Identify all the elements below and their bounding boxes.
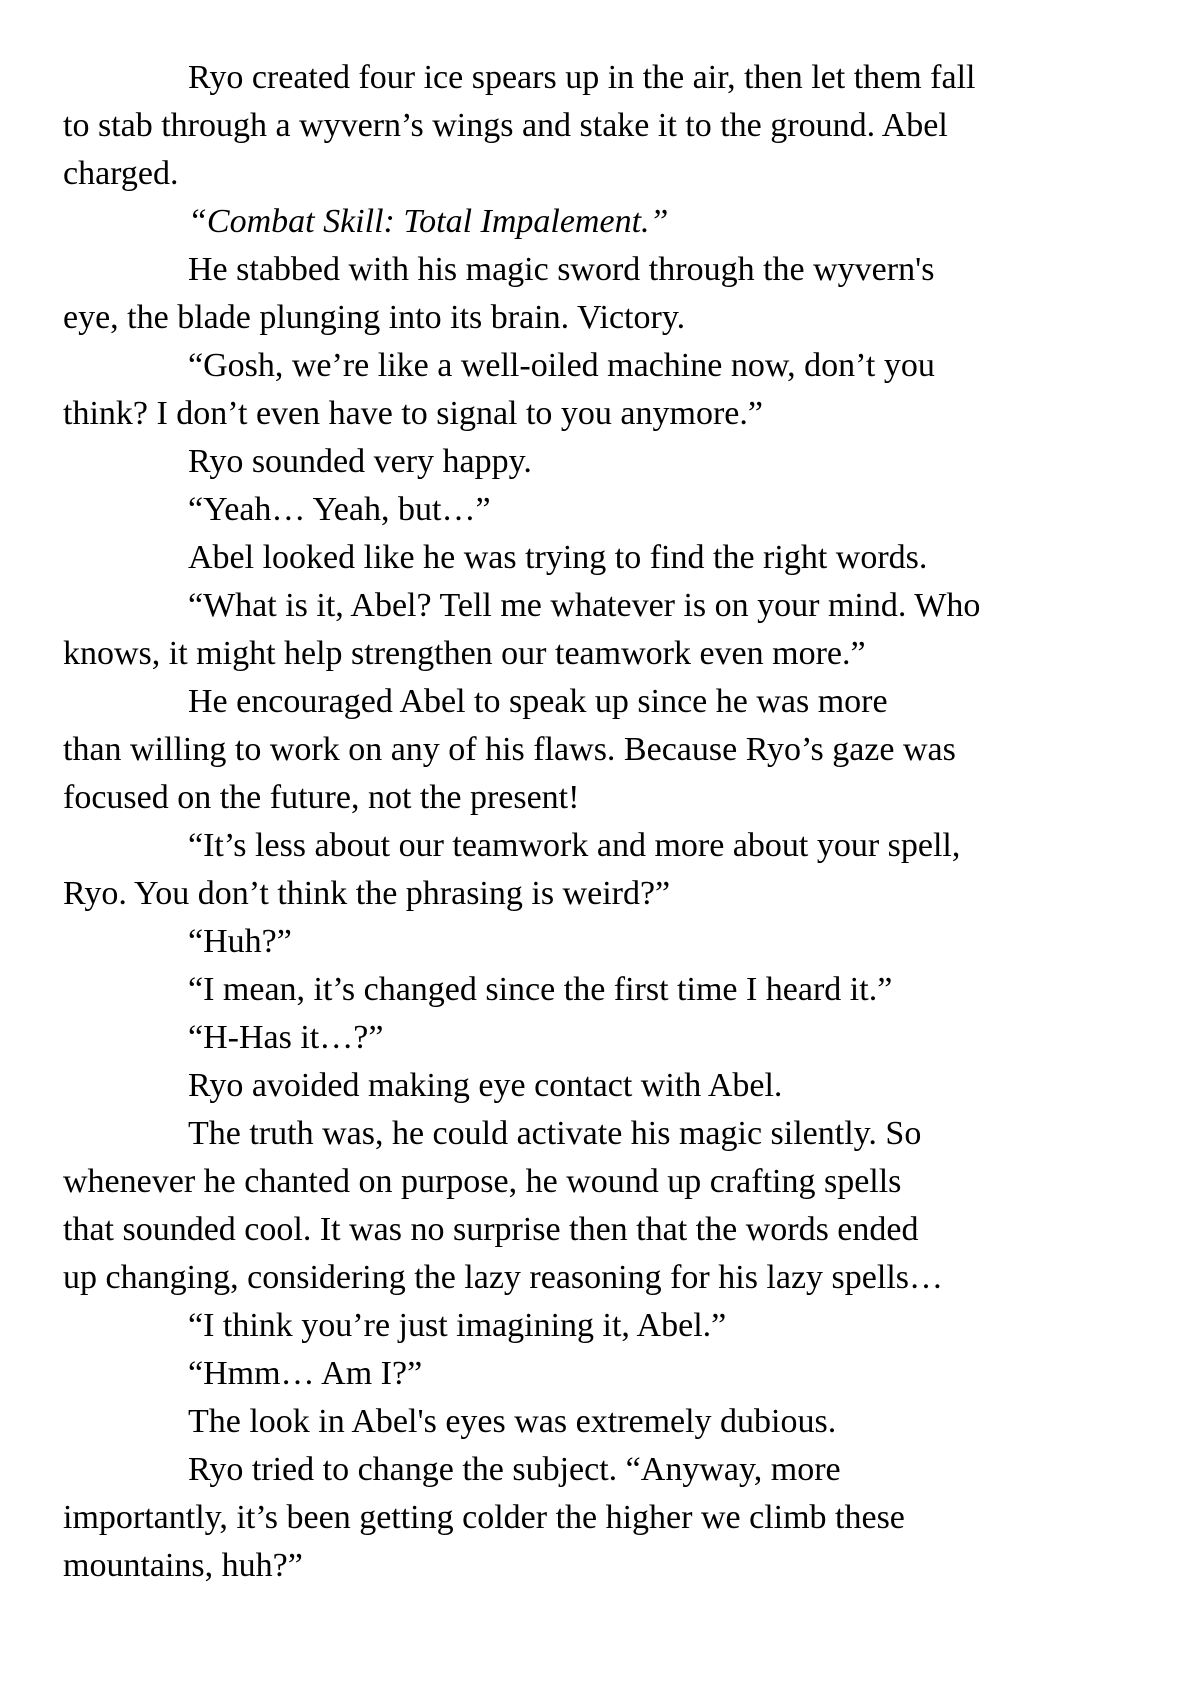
text-line: Ryo avoided making eye contact with Abel.	[188, 1067, 783, 1104]
text-line: Ryo tried to change the subject. “Anyway, more	[188, 1451, 841, 1488]
text-line: He encouraged Abel to speak up since he was more	[188, 683, 888, 720]
paragraph	[63, 918, 1148, 966]
paragraph	[63, 342, 1148, 438]
text-line: The look in Abel's eyes was extremely dubious.	[188, 1403, 837, 1440]
text-line: “I think you’re just imagining it, Abel.”	[188, 1307, 727, 1344]
text-line: that sounded cool. It was no surprise then that the words ended	[63, 1211, 919, 1248]
text-line: “Huh?”	[188, 923, 292, 960]
text-line: “Combat Skill: Total Impalement.”	[188, 203, 669, 240]
text-line: whenever he chanted on purpose, he wound up crafting spells	[63, 1163, 902, 1200]
text-line: up changing, considering the lazy reasoning for his lazy spells…	[63, 1259, 943, 1296]
paragraph	[63, 198, 1148, 246]
paragraph	[63, 54, 1148, 198]
text-line: “It’s less about our teamwork and more about your spell,	[188, 827, 961, 864]
text-line: to stab through a wyvern’s wings and stake it to the ground. Abel	[63, 107, 948, 144]
paragraph	[63, 582, 1148, 678]
paragraph	[63, 1350, 1148, 1398]
page-text	[63, 54, 1148, 1590]
text-line: Abel looked like he was trying to find the right words.	[188, 539, 928, 576]
text-line: The truth was, he could activate his magic silently. So	[188, 1115, 922, 1152]
paragraph	[63, 966, 1148, 1014]
paragraph	[63, 1446, 1148, 1590]
text-line: “Gosh, we’re like a well-oiled machine now, don’t you	[188, 347, 935, 384]
text-line: Ryo sounded very happy.	[188, 443, 532, 480]
text-line: think? I don’t even have to signal to you anymore.”	[63, 395, 763, 432]
text-line: He stabbed with his magic sword through the wyvern's	[188, 251, 935, 288]
paragraph	[63, 1398, 1148, 1446]
paragraph	[63, 1014, 1148, 1062]
text-line: “Yeah… Yeah, but…”	[188, 491, 491, 528]
text-line: “Hmm… Am I?”	[188, 1355, 423, 1392]
text-line: eye, the blade plunging into its brain. Victory.	[63, 299, 686, 336]
text-line: mountains, huh?”	[63, 1547, 303, 1584]
paragraph	[63, 534, 1148, 582]
text-line: focused on the future, not the present!	[63, 779, 580, 816]
paragraph	[63, 1062, 1148, 1110]
text-line: importantly, it’s been getting colder the higher we climb these	[63, 1499, 905, 1536]
paragraph	[63, 486, 1148, 534]
text-line: than willing to work on any of his flaws. Because Ryo’s gaze was	[63, 731, 956, 768]
text-line: “I mean, it’s changed since the first time I heard it.”	[188, 971, 893, 1008]
paragraph	[63, 438, 1148, 486]
text-line: Ryo. You don’t think the phrasing is weird?”	[63, 875, 671, 912]
text-line: knows, it might help strengthen our teamwork even more.”	[63, 635, 866, 672]
paragraph	[63, 246, 1148, 342]
paragraph	[63, 822, 1148, 918]
text-line: “What is it, Abel? Tell me whatever is on your mind. Who	[188, 587, 981, 624]
paragraph	[63, 1110, 1148, 1302]
text-line: charged.	[63, 155, 179, 192]
text-line: “H-Has it…?”	[188, 1019, 384, 1056]
text-line: Ryo created four ice spears up in the air, then let them fall	[188, 59, 976, 96]
paragraph	[63, 1302, 1148, 1350]
paragraph	[63, 678, 1148, 822]
